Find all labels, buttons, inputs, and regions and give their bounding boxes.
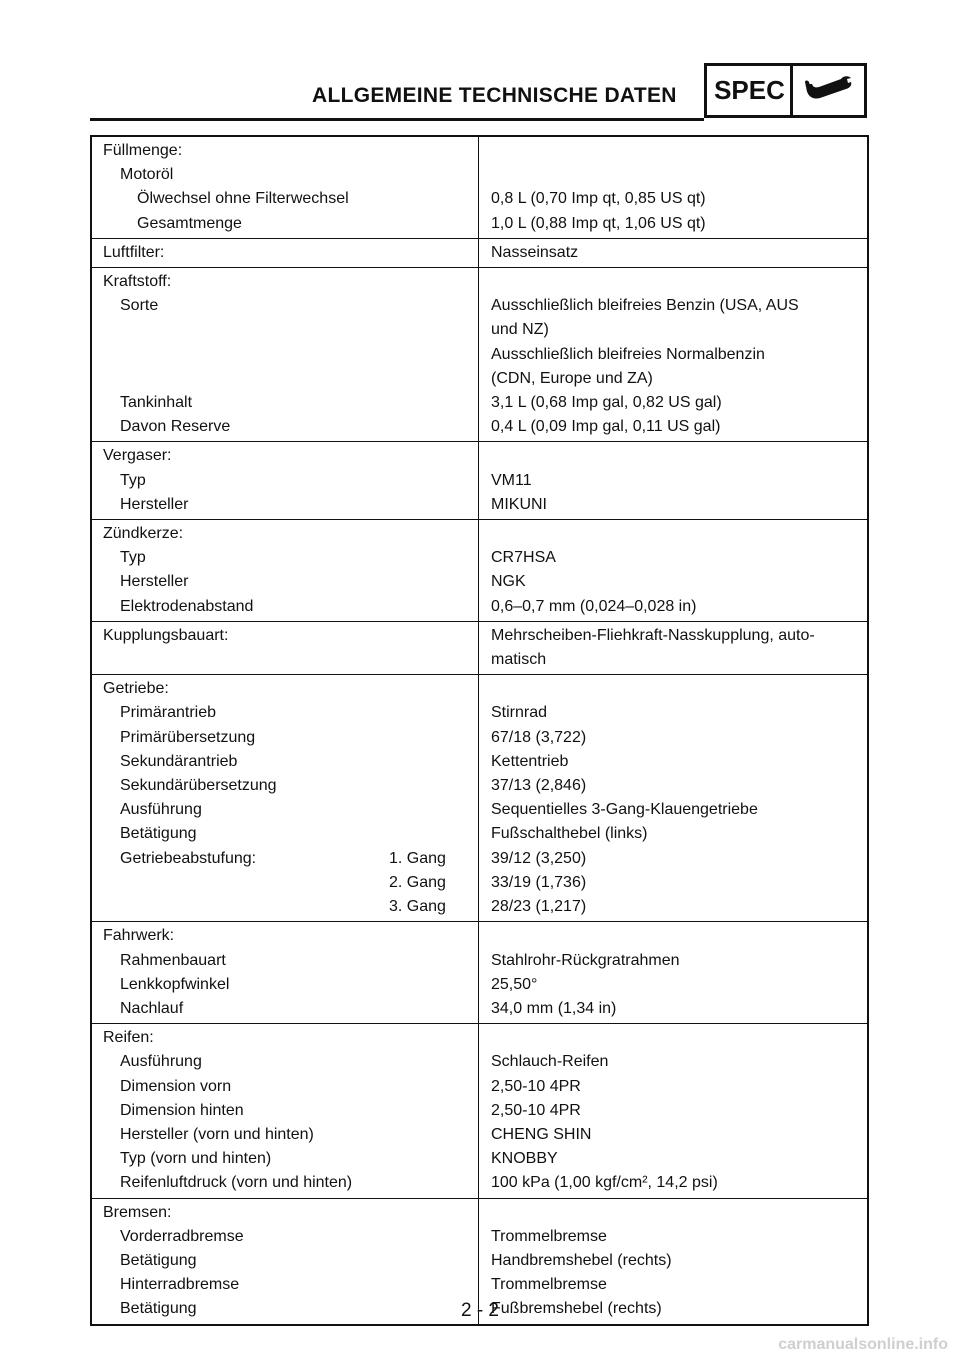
spec-row [92,973,867,997]
spec-row [92,949,867,973]
spec-row [92,343,867,367]
spec-section [92,921,867,1023]
spec-row [92,677,867,701]
spec-label: Betätigung [120,825,197,843]
spec-row [92,895,867,919]
spec-section [92,267,867,441]
spec-label: Füllmenge: [103,142,183,159]
spec-value: 37/13 (2,846) [491,777,587,795]
spec-label: Vorderradbremse [120,1227,244,1245]
spec-row [92,1123,867,1147]
spec-value [478,522,867,546]
spec-label: Zündkerze: [103,525,184,543]
spec-label: Primärantrieb [120,704,217,722]
spec-label: Hersteller (vorn und hinten) [120,1125,314,1143]
spec-label [92,343,478,367]
spec-row [92,924,867,948]
spec-row [92,187,867,211]
spec-row [92,270,867,294]
spec-value: (CDN, Europe und ZA) [491,369,653,387]
spec-row [92,367,867,391]
spec-value: 33/19 (1,736) [491,873,587,891]
wrench-icon [802,76,856,106]
spec-label: Ölwechsel ohne Filterwechsel [137,190,349,208]
spec-value: 2,50-10 4PR [491,1101,581,1119]
spec-value: 0,8 L (0,70 Imp qt, 0,85 US qt) [491,190,706,208]
spec-label: Tankinhalt [120,394,193,412]
spec-value [478,924,867,948]
spec-label: SPEC [704,63,792,118]
spec-row [92,546,867,570]
gear-label: 3. Gang [389,898,446,916]
spec-label: Sekundärübersetzung [120,777,277,795]
spec-label: Vergaser: [103,447,172,465]
spec-label: Ausführung [120,1053,202,1071]
spec-value: 0,6–0,7 mm (0,024–0,028 in) [491,597,697,615]
spec-label: Lenkkopfwinkel [120,975,230,993]
spec-section [92,137,867,238]
spec-row [92,750,867,774]
spec-label: Hersteller [120,573,189,591]
spec-label: Hersteller [120,495,189,513]
spec-value [478,139,867,163]
spec-row [92,163,867,187]
spec-row [92,648,867,672]
spec-value: Stahlrohr-Rückgratrahmen [491,951,680,969]
spec-value: 2,50-10 4PR [491,1077,581,1095]
spec-label: Betätigung [120,1251,197,1269]
spec-row [92,822,867,846]
spec-value: KNOBBY [491,1150,558,1168]
spec-value: VM11 [491,471,532,489]
spec-row [92,726,867,750]
spec-value: 28/23 (1,217) [491,898,587,916]
spec-label: Dimension hinten [120,1101,244,1119]
spec-label: Kraftstoff: [103,273,172,291]
spec-label: Typ [120,549,146,567]
spec-value [478,677,867,701]
spec-value: CR7HSA [491,549,556,567]
spec-label: Sorte [120,297,159,315]
spec-row [92,444,867,468]
spec-value: 100 kPa (1,00 kgf/cm², 14,2 psi) [491,1174,718,1192]
spec-section [92,1023,867,1197]
wrench-icon-box [790,63,867,118]
page-number: 2 - 2 [460,1300,500,1321]
spec-label: Reifen: [103,1029,154,1047]
spec-row [92,1050,867,1074]
spec-row [92,595,867,619]
watermark: carmanualsonline.info [778,1336,948,1353]
spec-value: Nasseinsatz [491,243,579,261]
spec-value: Stirnrad [491,704,548,722]
spec-row [92,1099,867,1123]
spec-row [92,522,867,546]
spec-value [478,1026,867,1050]
spec-section [92,621,867,674]
spec-value: Fußschalthebel (links) [491,825,648,843]
spec-value: Trommelbremse [491,1227,607,1245]
spec-value: Trommelbremse [491,1276,607,1294]
spec-row [92,391,867,415]
spec-value: Sequentielles 3-Gang-Klauengetriebe [491,801,758,819]
spec-row [92,1225,867,1249]
spec-label: Bremsen: [103,1203,172,1221]
spec-value: 39/12 (3,250) [491,849,587,867]
spec-row [92,415,867,439]
spec-label: Getriebe: [103,680,169,698]
spec-row [92,1026,867,1050]
spec-row [92,318,867,342]
spec-row [92,212,867,236]
spec-label: Gesamtmenge [137,214,242,232]
spec-label: Typ (vorn und hinten) [120,1150,272,1168]
spec-row [92,871,867,895]
spec-value: Ausschließlich bleifreies Benzin (USA, AUS [491,297,799,315]
spec-row [92,1273,867,1297]
spec-label: Getriebeabstufung: [120,849,257,867]
spec-label: Betätigung [120,1300,197,1318]
spec-label: Davon Reserve [120,418,231,436]
spec-label [92,367,478,391]
spec-section [92,441,867,519]
spec-value: MIKUNI [491,495,547,513]
spec-value: CHENG SHIN [491,1125,592,1143]
spec-label: Reifenluftdruck (vorn und hinten) [120,1174,353,1192]
spec-row [92,241,867,265]
gear-label: 1. Gang [389,849,446,867]
spec-label: Hinterradbremse [120,1276,240,1294]
spec-value: Mehrscheiben-Fliehkraft-Nasskupplung, auto- [491,626,815,644]
spec-value: matisch [491,651,547,669]
spec-row [92,847,867,871]
spec-label: Rahmenbauart [120,951,226,969]
spec-value: 3,1 L (0,68 Imp gal, 0,82 US gal) [491,394,722,412]
spec-row [92,1147,867,1171]
spec-label: Dimension vorn [120,1077,232,1095]
spec-value: 34,0 mm (1,34 in) [491,999,617,1017]
spec-row [92,701,867,725]
spec-value: Fußbremshebel (rechts) [491,1300,662,1318]
spec-row [92,570,867,594]
spec-value: und NZ) [491,321,549,339]
spec-value [478,1201,867,1225]
spec-table [90,135,869,1326]
spec-value: 0,4 L (0,09 Imp gal, 0,11 US gal) [491,418,721,436]
spec-value: 1,0 L (0,88 Imp qt, 1,06 US qt) [491,214,706,232]
spec-label: Primärübersetzung [120,728,256,746]
spec-label: Nachlauf [120,999,184,1017]
spec-row [92,774,867,798]
spec-value [478,163,867,187]
spec-row [92,1201,867,1225]
spec-label: Ausführung [120,801,202,819]
spec-section [92,674,867,921]
spec-section [92,519,867,621]
spec-label: Typ [120,471,146,489]
page-title: ALLGEMEINE TECHNISCHE DATEN [312,84,677,107]
spec-row [92,139,867,163]
spec-label [92,648,478,672]
spec-row [92,997,867,1021]
spec-row [92,493,867,517]
spec-value: Schlauch-Reifen [491,1053,609,1071]
spec-value: 67/18 (3,722) [491,728,587,746]
spec-row [92,798,867,822]
spec-value [478,444,867,468]
spec-value: Ausschließlich bleifreies Normalbenzin [491,345,765,363]
header-rule [90,118,704,121]
gear-label: 2. Gang [389,873,446,891]
spec-value: Kettentrieb [491,752,569,770]
spec-row [92,469,867,493]
spec-value: NGK [491,573,526,591]
spec-section [92,238,867,267]
spec-label: Luftfilter: [103,243,165,261]
spec-label: Elektrodenabstand [120,597,254,615]
spec-value: 25,50° [491,975,538,993]
spec-label [92,318,478,342]
spec-value [478,270,867,294]
spec-row [92,624,867,648]
spec-value: Handbremshebel (rechts) [491,1251,672,1269]
spec-row [92,1075,867,1099]
spec-label: Sekundärantrieb [120,752,238,770]
spec-row [92,1249,867,1273]
spec-label: Kupplungsbauart: [103,626,229,644]
spec-label: Motoröl [120,166,174,184]
spec-row [92,1171,867,1195]
spec-row [92,294,867,318]
spec-label: Fahrwerk: [103,927,175,945]
